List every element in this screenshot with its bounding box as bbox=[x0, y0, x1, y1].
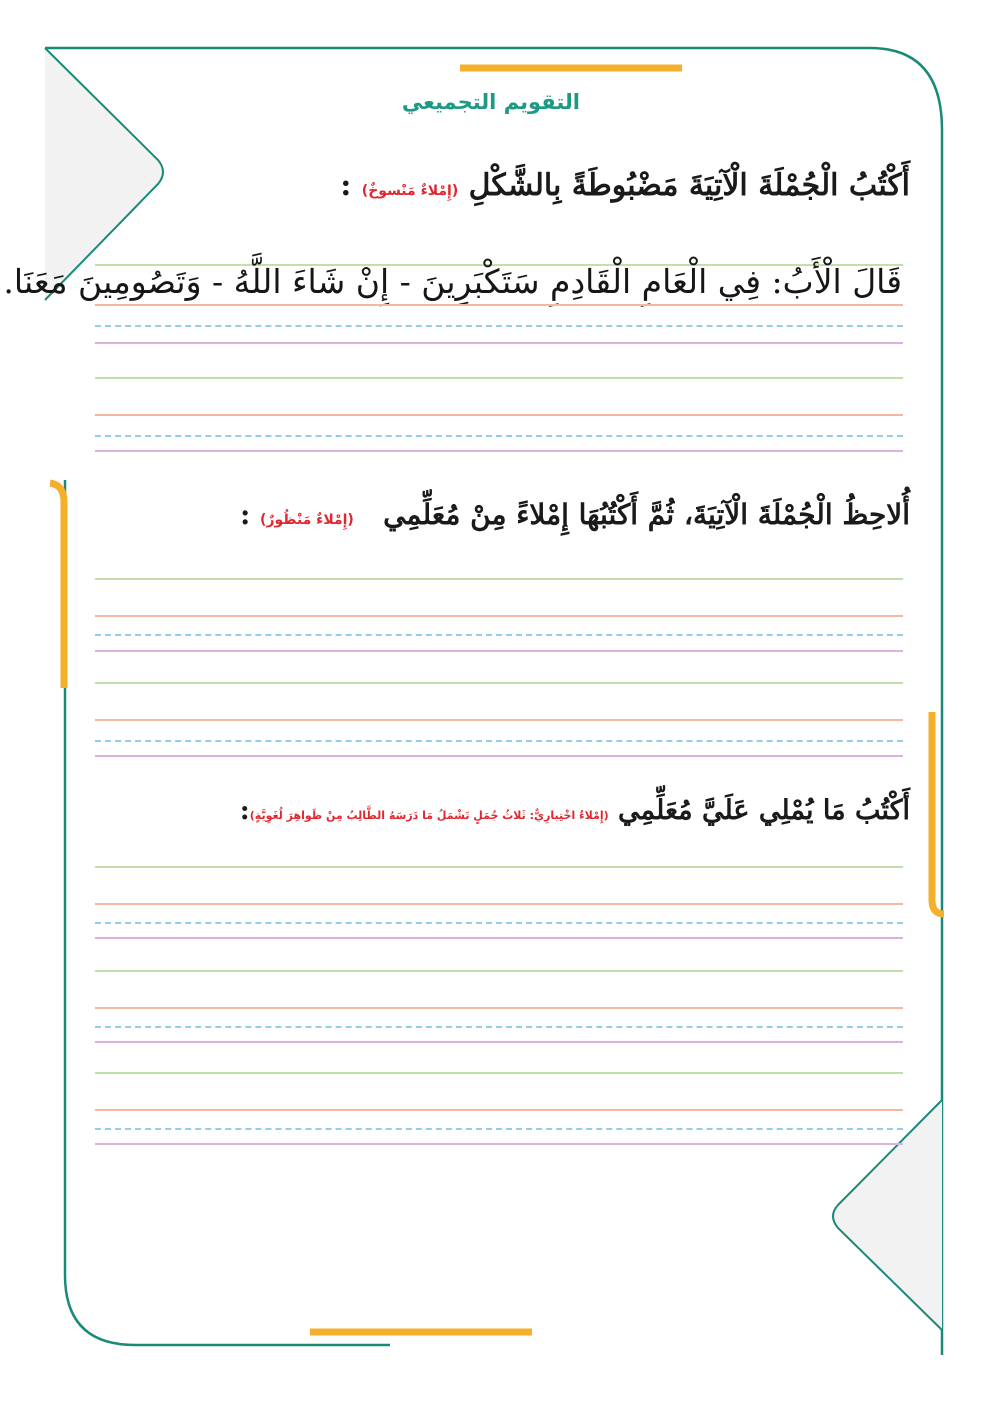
dictation-type-note: (إِمْلاءٌ مَنْظُورٌ) bbox=[260, 512, 354, 528]
instruction-text: أَكْتُبُ مَا يُمْلِي عَلَيَّ مُعَلِّمِي bbox=[618, 795, 910, 826]
instruction-colon: : bbox=[239, 498, 261, 531]
instruction-dictation bbox=[240, 795, 910, 826]
writing-line-purple bbox=[95, 650, 903, 652]
writing-line-orange bbox=[95, 1109, 903, 1111]
writing-line-purple bbox=[95, 937, 903, 939]
writing-line-dashed bbox=[95, 1026, 903, 1028]
writing-line-dashed bbox=[95, 634, 903, 636]
writing-line-dashed bbox=[95, 435, 903, 437]
writing-line-orange bbox=[95, 719, 903, 721]
writing-line-green bbox=[95, 377, 903, 379]
instruction-observe-sentence bbox=[240, 498, 910, 531]
accent-bar-left bbox=[50, 483, 64, 688]
writing-line-purple bbox=[95, 1143, 903, 1145]
model-sentence: قَالَ الْأَبُ: فِي الْعَامِ الْقَادِمِ سَتَكْبَرِينَ - إِنْ شَاءَ اللَّهُ - وَتَصُومِينَ مَعَنَا. bbox=[3, 262, 902, 301]
instruction-text: أَكْتُبُ الْجُمْلَةَ الْآتِيَةَ مَضْبُوطَةً بِالشَّكْلِ bbox=[468, 168, 910, 203]
writing-line-dashed bbox=[95, 740, 903, 742]
dictation-type-note: (إِمْلاءٌ مَنْسوخٌ) bbox=[361, 183, 459, 199]
page-title: التقويم التجميعي bbox=[401, 90, 580, 114]
writing-line-purple bbox=[95, 755, 903, 757]
writing-line-dashed bbox=[95, 325, 903, 327]
writing-line-orange bbox=[95, 304, 903, 306]
writing-line-orange bbox=[95, 414, 903, 416]
writing-line-green bbox=[95, 970, 903, 972]
writing-line-green bbox=[95, 578, 903, 580]
instruction-copy-sentence bbox=[340, 168, 910, 203]
instruction-colon: : bbox=[340, 168, 362, 203]
writing-line-green bbox=[95, 866, 903, 868]
writing-line-orange bbox=[95, 615, 903, 617]
dictation-type-note: (إِمْلاءٌ اخْتِبارِيٌّ: ثَلاثُ جُمَلٍ تَشْمَلُ مَا دَرَسَهُ الطَّالِبُ مِنْ ظَواهِرَ لُغَوِيَّةٍ) bbox=[249, 809, 609, 822]
corner-decoration-bottom-right bbox=[833, 1100, 942, 1330]
writing-line-purple bbox=[95, 450, 903, 452]
writing-line-purple bbox=[95, 342, 903, 344]
instruction-text: أُلاحِظُ الْجُمْلَةَ الْآتِيَةَ، ثُمَّ أَكْتُبُهَا إِمْلاءً مِنْ مُعَلِّمِي bbox=[383, 498, 910, 531]
writing-line-dashed bbox=[95, 1128, 903, 1130]
writing-line-dashed bbox=[95, 922, 903, 924]
writing-line-orange bbox=[95, 1007, 903, 1009]
frame-border bbox=[45, 48, 942, 1355]
instruction-colon: : bbox=[239, 795, 250, 826]
writing-line-green bbox=[95, 1072, 903, 1074]
writing-line-purple bbox=[95, 1041, 903, 1043]
writing-line-orange bbox=[95, 903, 903, 905]
writing-line-green bbox=[95, 682, 903, 684]
